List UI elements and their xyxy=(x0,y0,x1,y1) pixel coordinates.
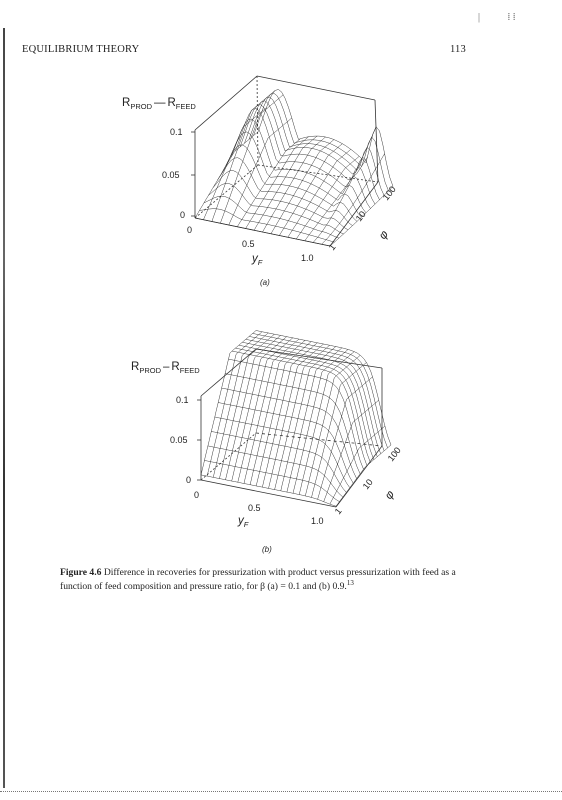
mesh-line xyxy=(200,209,335,242)
mesh-line xyxy=(293,349,348,493)
scan-marks: | ⁞ ⁞ xyxy=(478,12,516,23)
mesh-line xyxy=(281,347,336,491)
figure-b-z-ticks xyxy=(197,400,201,480)
mesh-line xyxy=(269,344,324,488)
figure-b-phi-tick-label: 10 xyxy=(360,477,375,492)
page-number: 113 xyxy=(450,44,466,55)
figure-a-x-axis-label: $y_F$ xyxy=(252,253,263,267)
mesh-line xyxy=(207,332,262,476)
mesh-line xyxy=(258,89,393,186)
mesh-line xyxy=(336,445,391,506)
figure-caption xyxy=(60,567,490,592)
mesh-line xyxy=(250,340,305,484)
figure-a-x-tick-label: 0.5 xyxy=(242,239,255,249)
figure-b-x-axis-label: $y_F$ xyxy=(238,515,249,529)
mesh-line xyxy=(201,475,336,506)
mesh-line xyxy=(204,196,339,238)
figure-b-phi-tick-label: 100 xyxy=(385,445,403,464)
figure-b-z-tick-label: 0 xyxy=(186,475,192,485)
figure-a-phi-tick-label: 10 xyxy=(353,209,368,224)
figure-b-x-tick-label: 0.5 xyxy=(248,503,261,513)
figure-a-panel-label: (a) xyxy=(260,278,270,287)
mesh-line xyxy=(201,331,256,475)
figure-a-z-tick-label: 0 xyxy=(180,210,186,220)
mesh-line xyxy=(256,342,311,486)
mesh-line xyxy=(213,171,348,230)
figure-a-surface xyxy=(195,89,393,246)
figure-a xyxy=(122,76,398,287)
figure-b xyxy=(131,331,403,555)
figure-caption-ref: 13 xyxy=(346,579,354,587)
mesh-line xyxy=(213,333,268,477)
figure-caption-label: Figure 4.6 xyxy=(60,567,102,578)
figure-b-x-tick-label: 0 xyxy=(194,490,200,500)
figure-b-panel-label: (b) xyxy=(262,545,272,554)
figure-a-z-tick-label: 0.05 xyxy=(162,170,180,180)
figure-a-phi-tick-label: 1 xyxy=(326,242,338,253)
mesh-line xyxy=(263,137,326,232)
mesh-line xyxy=(271,140,334,234)
mesh-line xyxy=(245,101,380,200)
mesh-line xyxy=(226,335,281,479)
figure-a-z-tick-label: 0.1 xyxy=(170,127,183,137)
figure-a-phi-tick-label: 100 xyxy=(380,184,398,203)
figure-b-phi-axis-label: φ xyxy=(382,488,397,502)
figure-caption-text: Difference in recoveries for pressurization with product versus pressurization with feed as a function of feed composition and pressure ratio, for β (a) = 0.1 and (b) 0.9. xyxy=(60,567,456,593)
running-head-title: EQUILIBRIUM THEORY xyxy=(22,44,140,55)
figure-a-z-ticks xyxy=(191,132,195,216)
figure-a-box xyxy=(195,76,378,246)
figure-a-x-tick-label: 0 xyxy=(187,225,193,235)
figure-b-z-tick-label: 0.05 xyxy=(170,435,188,445)
mesh-line xyxy=(296,156,359,239)
figure-b-surface xyxy=(201,331,391,507)
mesh-line xyxy=(237,139,300,227)
mesh-line xyxy=(254,136,317,230)
figure-a-z-axis-label: $R_{PROD}$ — $R_{FEED}$ xyxy=(122,97,196,111)
figure-a-phi-axis-label: φ xyxy=(376,228,391,242)
mesh-line xyxy=(229,118,292,225)
figure-b-z-axis-label: $R_{PROD} - R_{FEED}$ xyxy=(131,361,200,375)
mesh-line xyxy=(238,338,293,482)
mesh-line xyxy=(275,345,330,489)
mesh-line xyxy=(254,93,389,191)
mesh-line xyxy=(203,108,266,220)
figure-b-box xyxy=(201,349,382,507)
mesh-line xyxy=(219,334,274,478)
figure-a-x-tick-label: 1.0 xyxy=(301,253,314,263)
mesh-line xyxy=(232,337,287,481)
mesh-line xyxy=(229,359,364,469)
figure-b-z-tick-label: 0.1 xyxy=(176,395,189,405)
figure-b-phi-tick-label: 1 xyxy=(332,506,344,517)
mesh-line xyxy=(244,339,299,483)
mesh-line xyxy=(262,343,317,487)
mesh-line xyxy=(204,460,339,501)
mesh-line xyxy=(195,218,330,246)
mesh-line xyxy=(249,97,384,195)
figure-b-x-tick-label: 1.0 xyxy=(311,516,324,526)
